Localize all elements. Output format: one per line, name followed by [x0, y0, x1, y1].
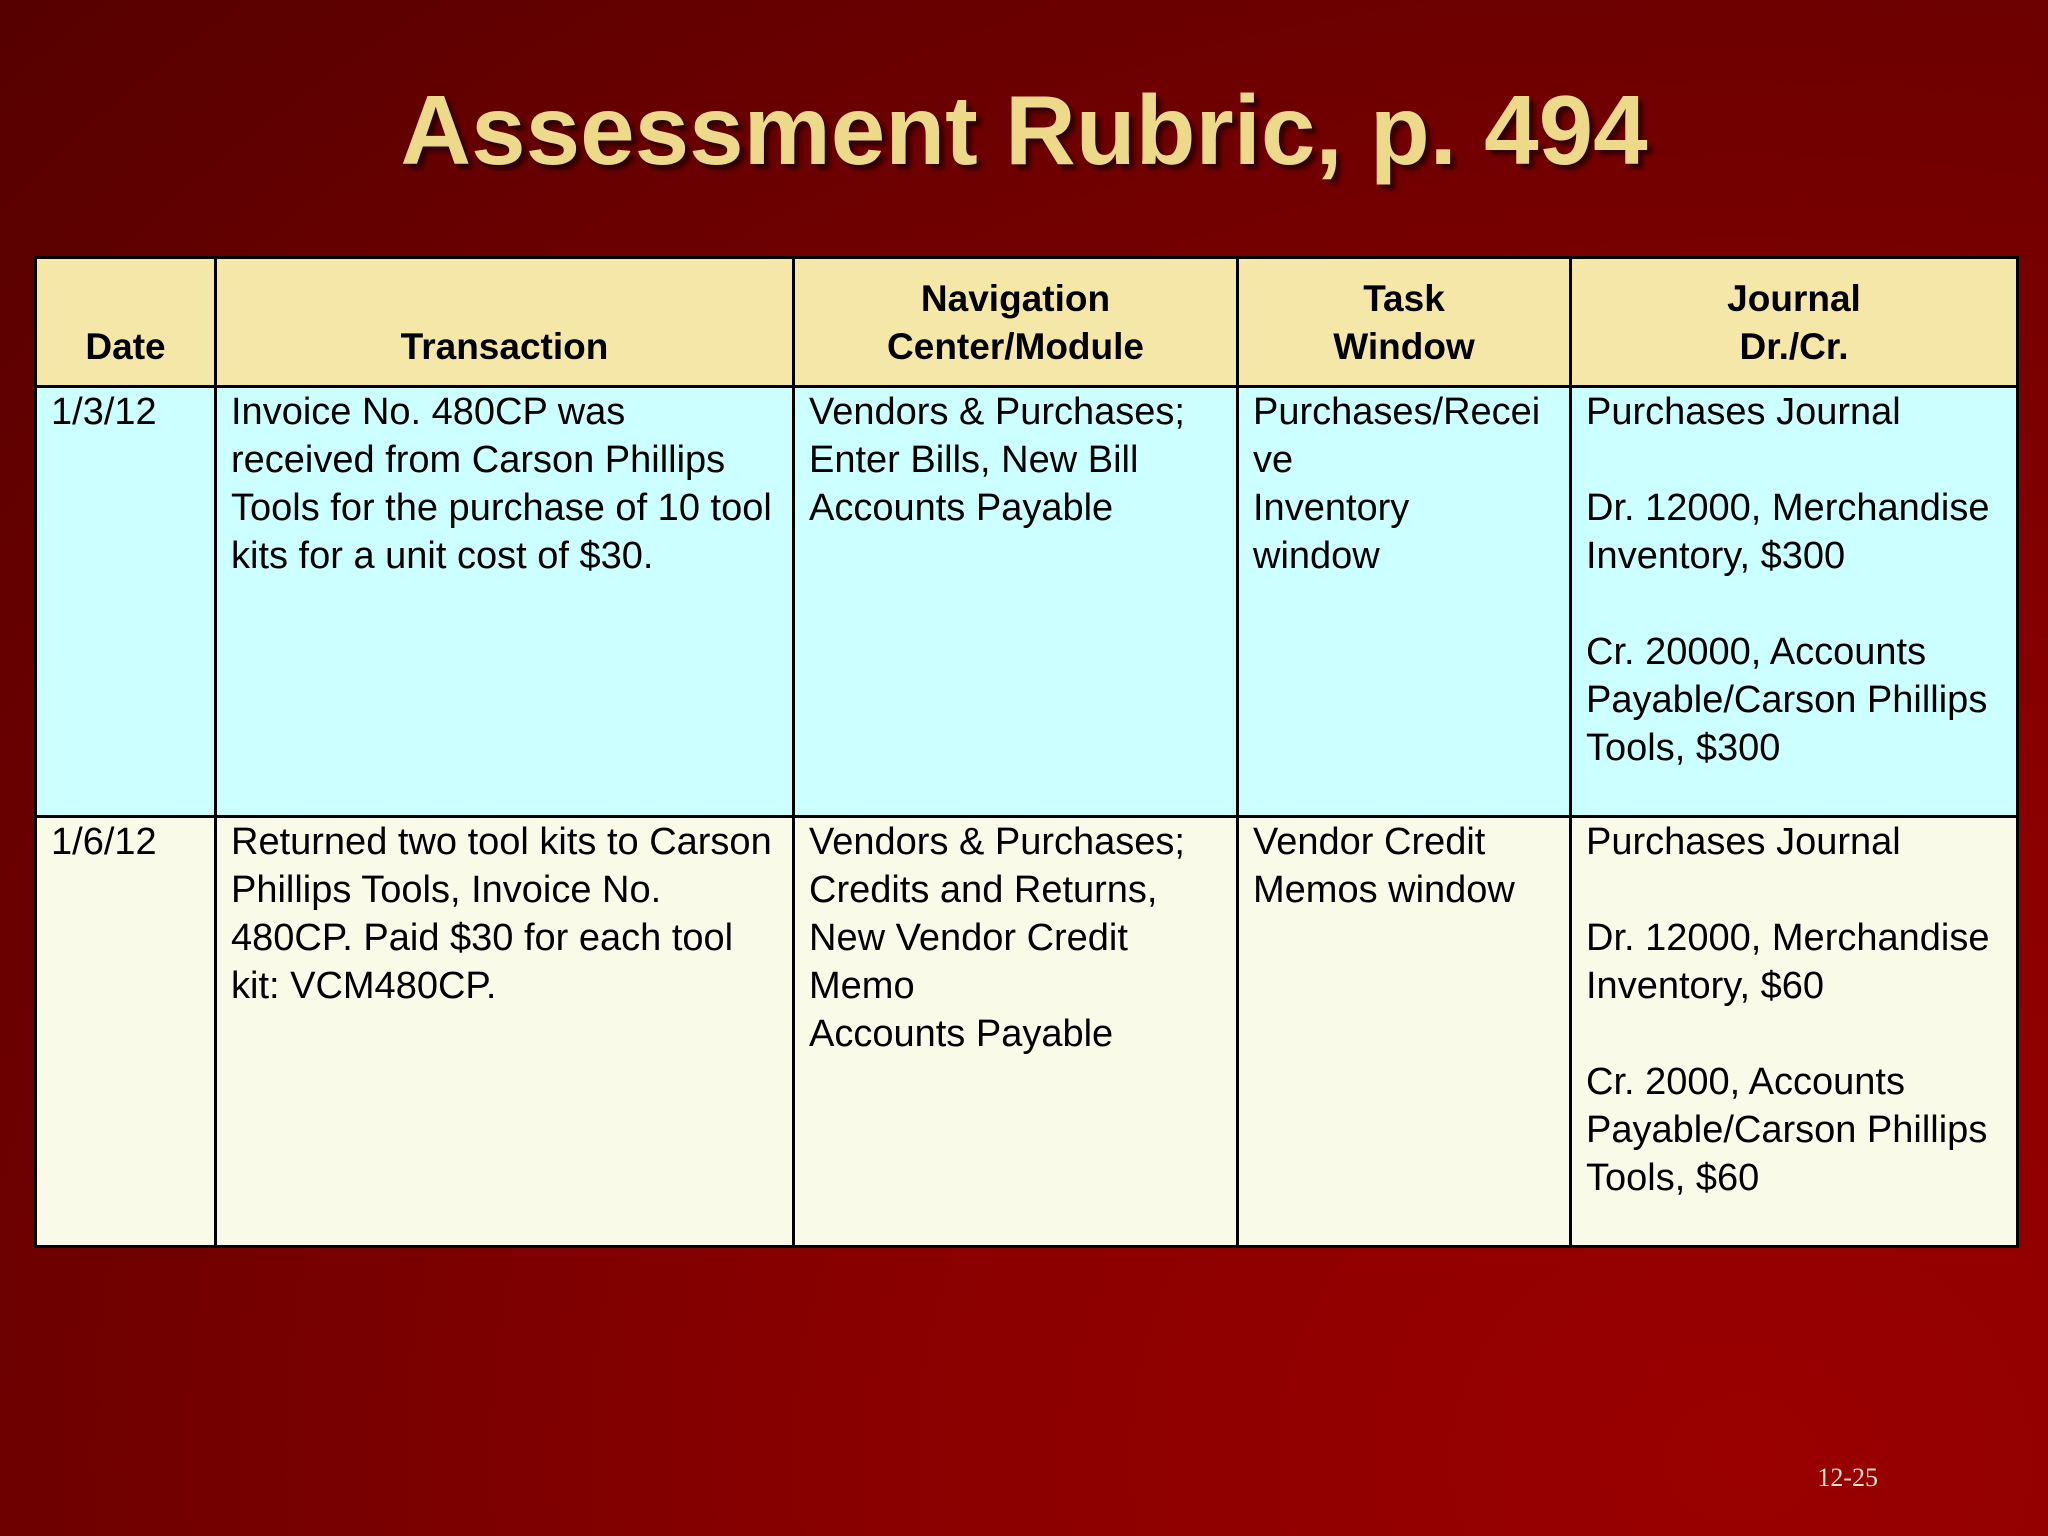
table-header-row [36, 258, 2018, 387]
rubric-table [34, 256, 2019, 1248]
header-transaction: Transaction [216, 258, 794, 387]
cell-date: 1/6/12 [36, 817, 216, 1247]
slide-title: Assessment Rubric, p. 494 [400, 75, 1648, 185]
header-journal: Journal Dr./Cr. [1571, 258, 2018, 387]
cell-transaction: Invoice No. 480CP was received from Carson Phillips Tools for the purchase of 10 tool kits for a unit cost of $30. [216, 387, 794, 817]
table-row [36, 817, 2018, 1247]
cell-task: Purchases/Receive Inventory window [1238, 387, 1571, 817]
header-task: Task Window [1238, 258, 1571, 387]
table-row [36, 387, 2018, 817]
cell-journal: Purchases Journal Dr. 12000, Merchandise Inventory, $300 Cr. 20000, Accounts Payable/Carson Phillips Tools, $300 [1571, 387, 2018, 817]
cell-navigation: Vendors & Purchases; Enter Bills, New Bill Accounts Payable [794, 387, 1238, 817]
cell-journal: Purchases Journal Dr. 12000, Merchandise Inventory, $60 Cr. 2000, Accounts Payable/Carson Phillips Tools, $60 [1571, 817, 2018, 1247]
header-navigation: Navigation Center/Module [794, 258, 1238, 387]
cell-task: Vendor Credit Memos window [1238, 817, 1571, 1247]
cell-navigation: Vendors & Purchases; Credits and Returns, New Vendor Credit Memo Accounts Payable [794, 817, 1238, 1247]
header-date: Date [36, 258, 216, 387]
cell-date: 1/3/12 [36, 387, 216, 817]
cell-transaction: Returned two tool kits to Carson Phillips Tools, Invoice No. 480CP. Paid $30 for each tool kit: VCM480CP. [216, 817, 794, 1247]
slide-number: 12-25 [1817, 1463, 1878, 1492]
